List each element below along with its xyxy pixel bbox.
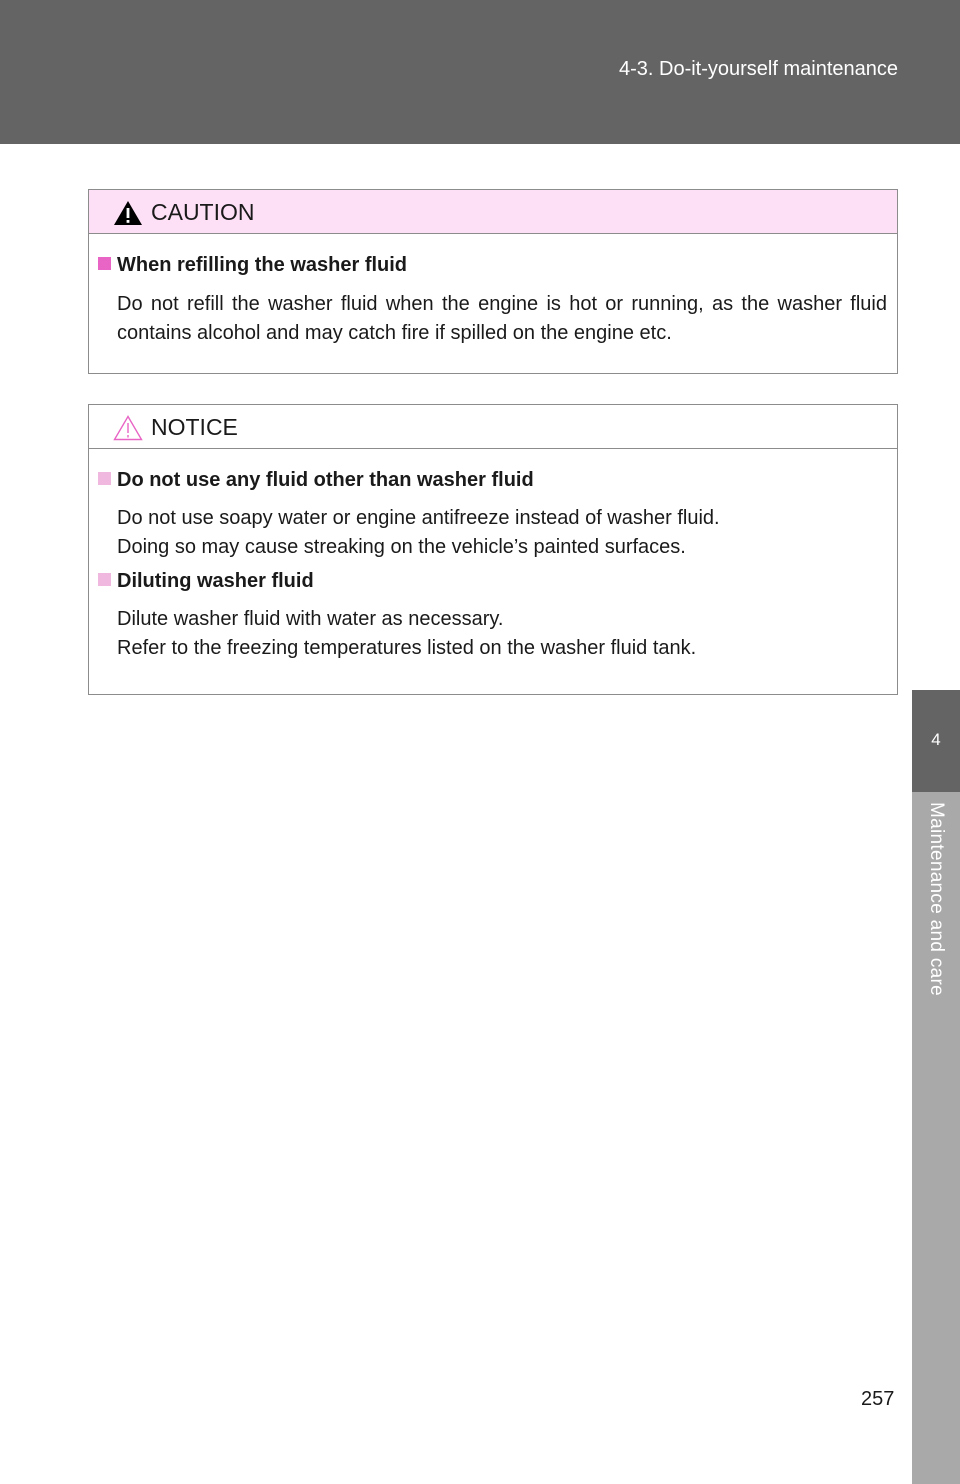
notice-item-line: Dilute washer fluid with water as necessary. <box>117 608 504 630</box>
notice-item-heading <box>98 469 887 492</box>
notice-item-line: Do not use soapy water or engine antifreeze instead of washer fluid. <box>117 507 720 529</box>
notice-item-text <box>117 605 887 663</box>
warning-triangle-outline-icon <box>113 415 143 441</box>
notice-body <box>89 469 897 663</box>
notice-box <box>88 404 898 695</box>
square-bullet-icon <box>98 472 111 485</box>
caution-item-text: Do not refill the washer fluid when the engine is hot or running, as the washer fluid contains alcohol and may catch fire if spilled on the engine etc. <box>117 293 887 344</box>
notice-item-heading <box>98 570 887 593</box>
square-bullet-icon <box>98 573 111 586</box>
chapter-tab <box>912 690 960 792</box>
section-title: 4-3. Do-it-yourself maintenance <box>618 58 898 80</box>
page-number: 257 <box>861 1388 895 1410</box>
notice-item-line: Refer to the freezing temperatures listed on the washer fluid tank. <box>117 637 697 659</box>
square-bullet-icon <box>98 257 111 270</box>
caution-header <box>89 190 897 234</box>
notice-item-heading-text: Diluting washer fluid <box>117 570 314 592</box>
notice-item-text <box>117 504 887 562</box>
notice-label: NOTICE <box>151 414 238 440</box>
caution-item-heading-text: When refilling the washer fluid <box>117 254 408 276</box>
notice-header <box>89 405 897 449</box>
notice-item-heading-text: Do not use any fluid other than washer fluid <box>117 469 534 491</box>
chapter-number: 4 <box>931 730 941 749</box>
caution-body <box>89 254 897 348</box>
caution-box <box>88 189 898 374</box>
notice-item-line: Doing so may cause streaking on the vehicle’s painted surfaces. <box>117 536 686 558</box>
chapter-label: Maintenance and care <box>926 802 947 997</box>
caution-item-heading <box>98 254 887 277</box>
warning-triangle-filled-icon <box>113 200 143 226</box>
caution-label: CAUTION <box>151 199 255 225</box>
header-band <box>0 0 960 144</box>
